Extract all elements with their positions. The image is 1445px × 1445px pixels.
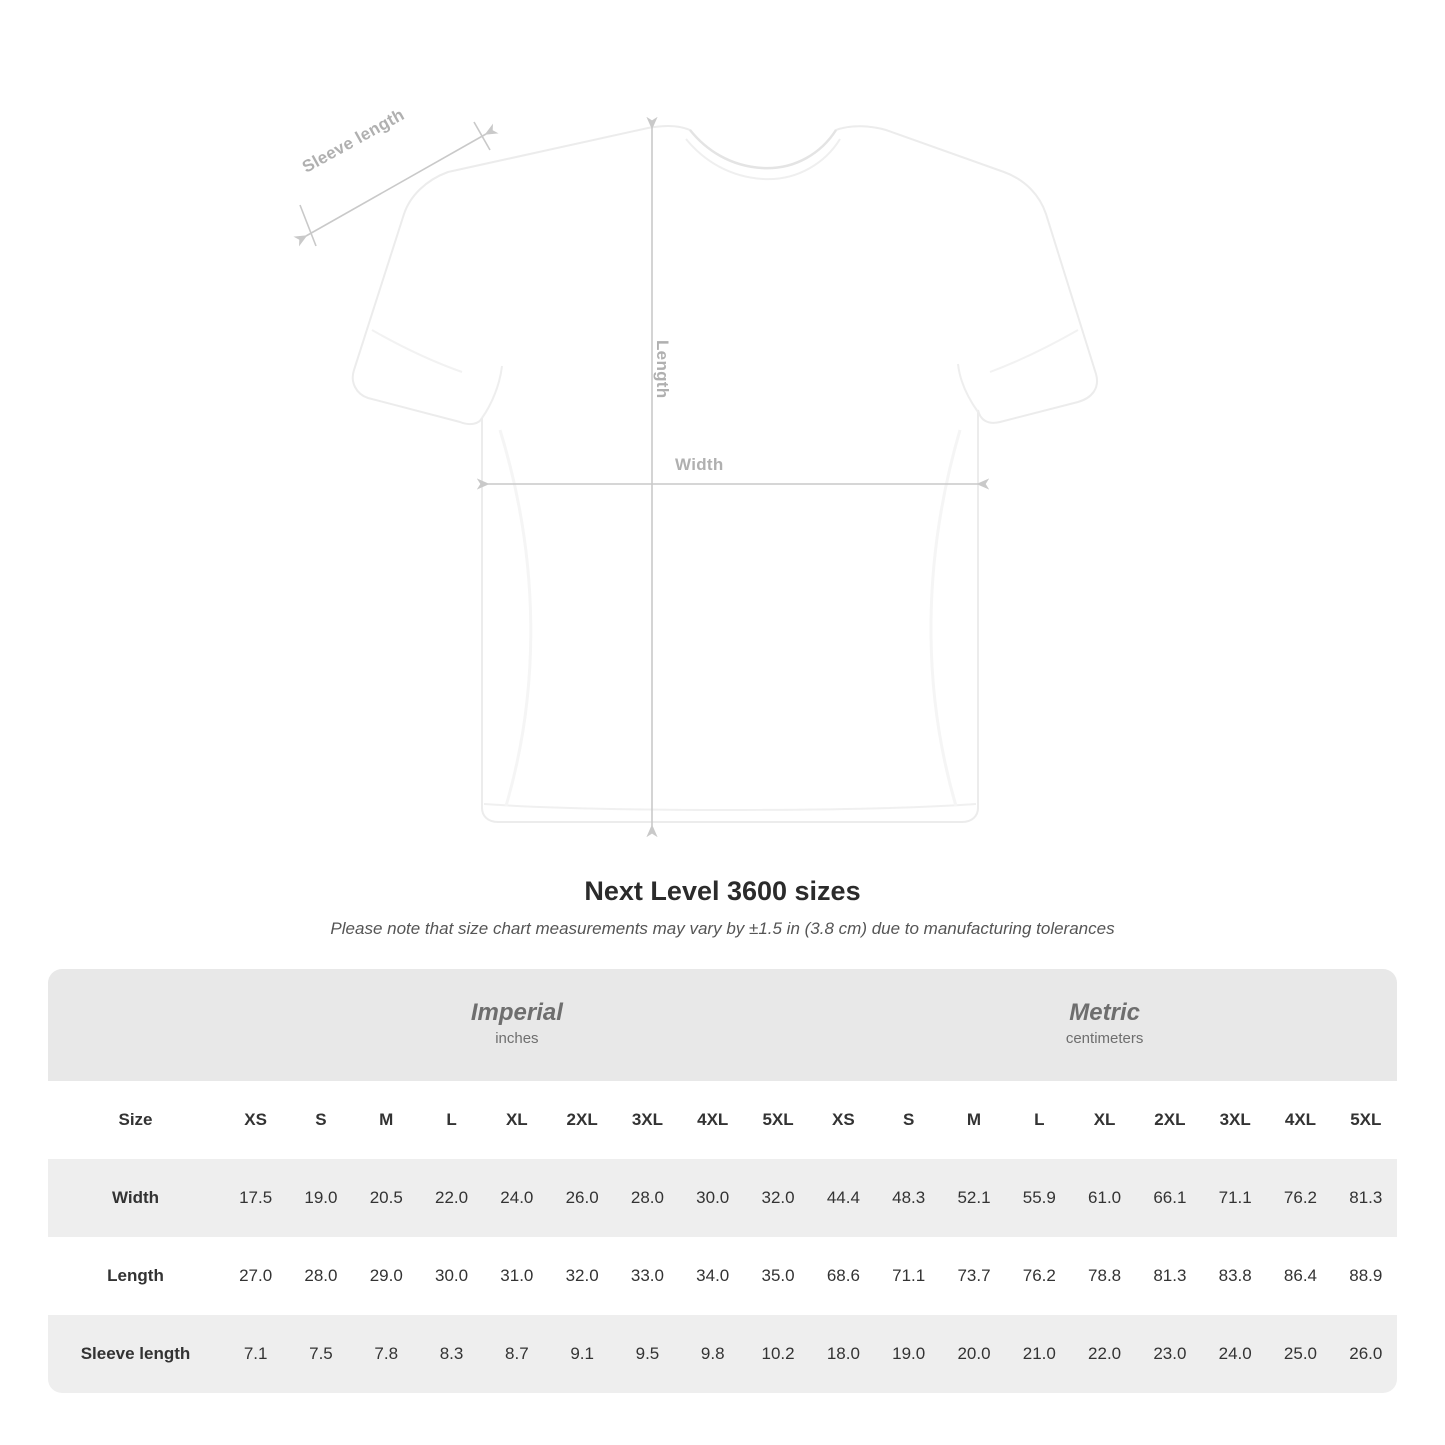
cell-length-imp-m: 29.0 (354, 1237, 419, 1315)
size-head-met-2xl: 2XL (1137, 1081, 1202, 1159)
cell-sleeve-imp-s: 7.5 (288, 1315, 353, 1393)
cell-length-met-2xl: 81.3 (1137, 1237, 1202, 1315)
cell-width-imp-m: 20.5 (354, 1159, 419, 1237)
system-metric-name: Metric (1069, 999, 1140, 1027)
cell-sleeve-met-4xl: 25.0 (1268, 1315, 1333, 1393)
cell-sleeve-imp-4xl: 9.8 (680, 1315, 745, 1393)
size-head-met-s: S (876, 1081, 941, 1159)
table-row-sleeve-length (48, 1315, 1397, 1393)
cell-sleeve-imp-xl: 8.7 (484, 1315, 549, 1393)
cell-width-met-xs: 44.4 (811, 1159, 876, 1237)
cell-length-met-xs: 68.6 (811, 1237, 876, 1315)
shirt-shape (353, 126, 1097, 822)
system-imperial-unit: inches (495, 1029, 539, 1047)
cell-width-imp-5xl: 32.0 (745, 1159, 810, 1237)
size-head-imp-2xl: 2XL (549, 1081, 614, 1159)
cell-width-imp-4xl: 30.0 (680, 1159, 745, 1237)
cell-width-met-l: 55.9 (1007, 1159, 1072, 1237)
system-imperial-name: Imperial (470, 999, 563, 1027)
page-title: Next Level 3600 sizes (584, 876, 861, 906)
sleeve-tick-left (300, 205, 316, 246)
cell-length-met-m: 73.7 (941, 1237, 1006, 1315)
row-label-width: Width (48, 1159, 223, 1237)
size-head-met-l: L (1007, 1081, 1072, 1159)
system-metric-unit: centimeters (1065, 1029, 1144, 1047)
cell-sleeve-imp-m: 7.8 (354, 1315, 419, 1393)
size-header-row (48, 1081, 1397, 1159)
cell-width-imp-xs: 17.5 (223, 1159, 288, 1237)
size-table-wrapper (48, 969, 1397, 1393)
cell-width-imp-3xl: 28.0 (615, 1159, 680, 1237)
size-head-imp-s: S (288, 1081, 353, 1159)
size-header-label: Size (48, 1081, 223, 1159)
cell-length-imp-2xl: 32.0 (549, 1237, 614, 1315)
cell-length-met-5xl: 88.9 (1333, 1237, 1397, 1315)
cell-length-imp-xl: 31.0 (484, 1237, 549, 1315)
cell-width-imp-2xl: 26.0 (549, 1159, 614, 1237)
size-head-met-m: M (941, 1081, 1006, 1159)
cell-sleeve-met-xl: 22.0 (1072, 1315, 1137, 1393)
cell-length-met-4xl: 86.4 (1268, 1237, 1333, 1315)
cell-width-imp-xl: 24.0 (484, 1159, 549, 1237)
length-label: Length (653, 340, 672, 399)
cell-sleeve-met-s: 19.0 (876, 1315, 941, 1393)
system-imperial (223, 969, 811, 1081)
cell-length-met-l: 76.2 (1007, 1237, 1072, 1315)
cell-sleeve-imp-5xl: 10.2 (745, 1315, 810, 1393)
cell-width-met-3xl: 71.1 (1203, 1159, 1268, 1237)
sleeve-length-label: Sleeve length (299, 104, 408, 177)
sleeve-tick-right (474, 122, 490, 150)
size-head-met-xl: XL (1072, 1081, 1137, 1159)
size-head-imp-m: M (354, 1081, 419, 1159)
cell-sleeve-met-3xl: 24.0 (1203, 1315, 1268, 1393)
cell-length-imp-3xl: 33.0 (615, 1237, 680, 1315)
cell-width-met-2xl: 66.1 (1137, 1159, 1202, 1237)
cell-width-imp-s: 19.0 (288, 1159, 353, 1237)
size-head-imp-4xl: 4XL (680, 1081, 745, 1159)
cell-sleeve-imp-2xl: 9.1 (549, 1315, 614, 1393)
size-head-met-3xl: 3XL (1203, 1081, 1268, 1159)
measurement-system-row (48, 969, 1397, 1081)
cell-width-met-xl: 61.0 (1072, 1159, 1137, 1237)
tolerance-note: Please note that size chart measurements may vary by ±1.5 in (3.8 cm) due to manufacturing tolerances (330, 919, 1115, 938)
cell-width-met-s: 48.3 (876, 1159, 941, 1237)
size-head-imp-xl: XL (484, 1081, 549, 1159)
cell-sleeve-imp-3xl: 9.5 (615, 1315, 680, 1393)
cell-sleeve-met-2xl: 23.0 (1137, 1315, 1202, 1393)
size-head-met-xs: XS (811, 1081, 876, 1159)
cell-width-met-5xl: 81.3 (1333, 1159, 1397, 1237)
table-row-width (48, 1159, 1397, 1237)
row-label-length: Length (48, 1237, 223, 1315)
cell-sleeve-met-xs: 18.0 (811, 1315, 876, 1393)
cell-sleeve-met-5xl: 26.0 (1333, 1315, 1397, 1393)
cell-sleeve-imp-l: 8.3 (419, 1315, 484, 1393)
size-head-imp-5xl: 5XL (745, 1081, 810, 1159)
cell-sleeve-imp-xs: 7.1 (223, 1315, 288, 1393)
cell-width-met-4xl: 76.2 (1268, 1159, 1333, 1237)
cell-length-met-s: 71.1 (876, 1237, 941, 1315)
cell-length-imp-xs: 27.0 (223, 1237, 288, 1315)
cell-sleeve-met-m: 20.0 (941, 1315, 1006, 1393)
width-label: Width (675, 455, 724, 474)
cell-length-imp-s: 28.0 (288, 1237, 353, 1315)
title-block (0, 876, 1445, 939)
size-head-met-4xl: 4XL (1268, 1081, 1333, 1159)
size-head-met-5xl: 5XL (1333, 1081, 1397, 1159)
cell-sleeve-met-l: 21.0 (1007, 1315, 1072, 1393)
cell-length-imp-5xl: 35.0 (745, 1237, 810, 1315)
cell-length-imp-l: 30.0 (419, 1237, 484, 1315)
size-head-imp-3xl: 3XL (615, 1081, 680, 1159)
table-row-length (48, 1237, 1397, 1315)
cell-length-imp-4xl: 34.0 (680, 1237, 745, 1315)
row-label-sleeve-length: Sleeve length (48, 1315, 223, 1393)
size-table (48, 969, 1397, 1393)
cell-width-met-m: 52.1 (941, 1159, 1006, 1237)
system-row-blank (48, 969, 223, 1081)
cell-length-met-xl: 78.8 (1072, 1237, 1137, 1315)
system-metric (811, 969, 1397, 1081)
size-head-imp-l: L (419, 1081, 484, 1159)
cell-width-imp-l: 22.0 (419, 1159, 484, 1237)
size-head-imp-xs: XS (223, 1081, 288, 1159)
cell-length-met-3xl: 83.8 (1203, 1237, 1268, 1315)
